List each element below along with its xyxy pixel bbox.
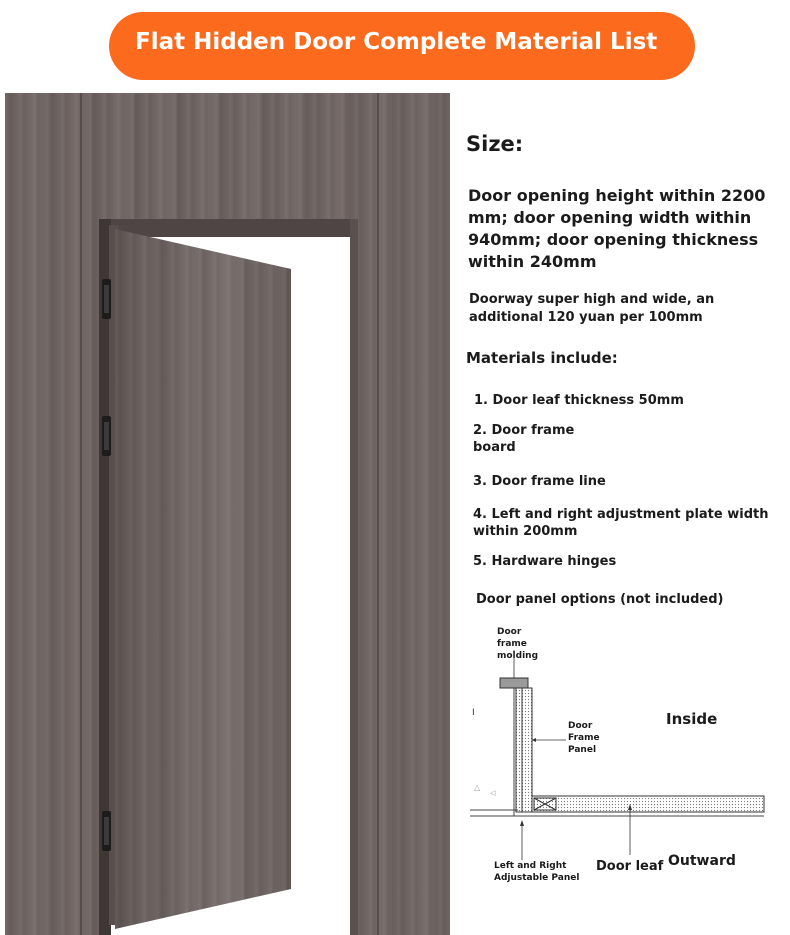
materials-heading: Materials include: [466,349,618,367]
svg-text:I: I [472,708,475,718]
material-item: 3. Door frame line [473,474,606,489]
panel-seam [377,93,379,935]
label-adjustable-panel: Left and Right Adjustable Panel [494,861,580,883]
title-banner [109,12,695,80]
material-item: 1. Door leaf thickness 50mm [474,393,684,408]
label-door-leaf: Door leaf [596,859,664,874]
size-dimensions: Door opening height within 2200 mm; door opening width within 940mm; door opening thickness within 240mm [468,186,766,271]
door-frame-top [103,219,356,237]
banner-title: Flat Hidden Door Complete Material List [135,29,658,55]
material-item: 5. Hardware hinges [473,554,617,569]
door-leaf-shading [115,229,291,929]
size-heading: Size: [466,132,524,156]
label-inside: Inside [666,710,718,728]
panel-seam [80,93,82,935]
hinge-icon [102,279,111,319]
svg-text:◁: ◁ [490,789,496,797]
door-photo [5,93,450,935]
label-door-frame-molding: Door frame molding [497,627,539,661]
material-item: 2. Door frame board [473,423,575,455]
options-note: Door panel options (not included) [476,592,724,607]
hinge-icon [102,416,111,456]
hinge-icon [102,811,111,851]
material-item: 4. Left and right adjustment plate width within 200mm [473,507,769,539]
svg-text:△: △ [474,783,481,792]
size-extra-note: Doorway super high and wide, an additional 120 yuan per 100mm [469,292,715,325]
door-frame-right [350,219,358,935]
label-door-frame-panel: Door Frame Panel [568,721,600,755]
label-outward: Outward [668,853,736,869]
